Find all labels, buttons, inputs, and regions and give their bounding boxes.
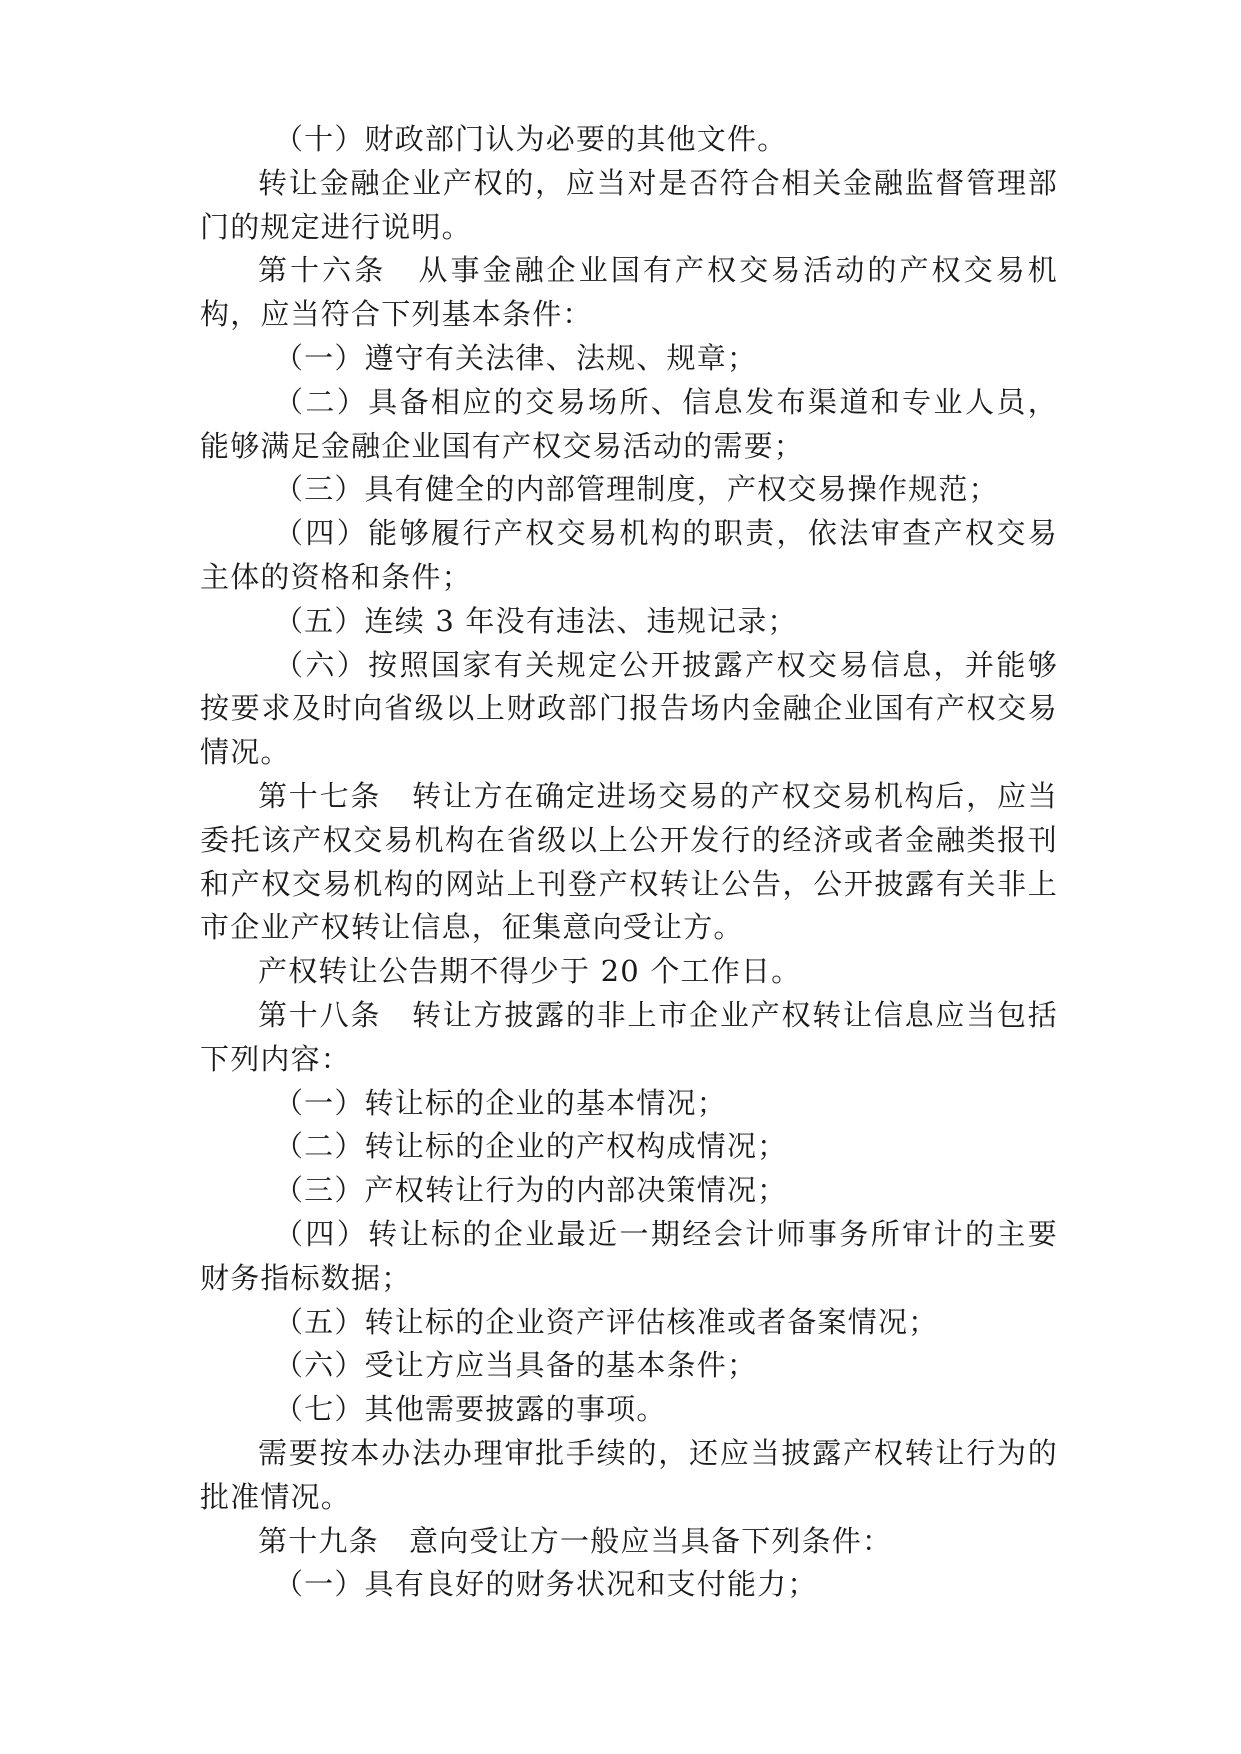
list-item: （四）转让标的企业最近一期经会计师事务所审计的主要财务指标数据；	[200, 1216, 1058, 1295]
article-paragraph: 第十六条 从事金融企业国有产权交易活动的产权交易机构，应当符合下列基本条件：	[200, 253, 1058, 332]
list-item: （七）其他需要披露的事项。	[273, 1392, 667, 1427]
list-item: （十）财政部门认为必要的其他文件。	[273, 122, 788, 156]
paragraph: 需要按本办法办理审批手续的，还应当披露产权转让行为的批准情况。	[200, 1435, 1058, 1514]
list-item: （五）转让标的企业资产评估核准或者备案情况；	[273, 1304, 939, 1339]
list-item: （六）按照国家有关规定公开披露产权交易信息，并能够按要求及时向省级以上财政部门报告场内金融企业国有产权交易情况。	[200, 647, 1058, 770]
list-item: （三）产权转让行为的内部决策情况；	[273, 1173, 788, 1208]
article-paragraph: 第十八条 转让方披露的非上市企业产权转让信息应当包括下列内容：	[200, 997, 1058, 1076]
article-paragraph: 第十七条 转让方在确定进场交易的产权交易机构后，应当委托该产权交易机构在省级以上公开发行的经济或者金融类报刊和产权交易机构的网站上刊登产权转让公告，公开披露有关非上市企业产权转让信息，征集意向受让方。	[200, 778, 1058, 945]
article-paragraph: 第十九条 意向受让方一般应当具备下列条件：	[258, 1523, 893, 1558]
list-item: （六）受让方应当具备的基本条件；	[273, 1348, 758, 1383]
list-item: （五）连续 3 年没有违法、违规记录；	[273, 603, 798, 638]
list-item: （一）转让标的企业的基本情况；	[273, 1085, 727, 1120]
document-body	[200, 118, 1058, 1607]
list-item: （一）遵守有关法律、法规、规章；	[273, 340, 758, 375]
list-item: （二）转让标的企业的产权构成情况；	[273, 1129, 788, 1164]
list-item: （三）具有健全的内部管理制度，产权交易操作规范；	[273, 472, 999, 507]
list-item: （四）能够履行产权交易机构的职责，依法审查产权交易主体的资格和条件；	[200, 516, 1058, 594]
paragraph: 转让金融企业产权的，应当对是否符合相关金融监督管理部门的规定进行说明。	[200, 165, 1058, 244]
paragraph: 产权转让公告期不得少于 20 个工作日。	[258, 954, 802, 989]
list-item: （一）具有良好的财务状况和支付能力；	[273, 1567, 818, 1602]
list-item: （二）具备相应的交易场所、信息发布渠道和专业人员，能够满足金融企业国有产权交易活动的需要；	[200, 384, 1058, 463]
